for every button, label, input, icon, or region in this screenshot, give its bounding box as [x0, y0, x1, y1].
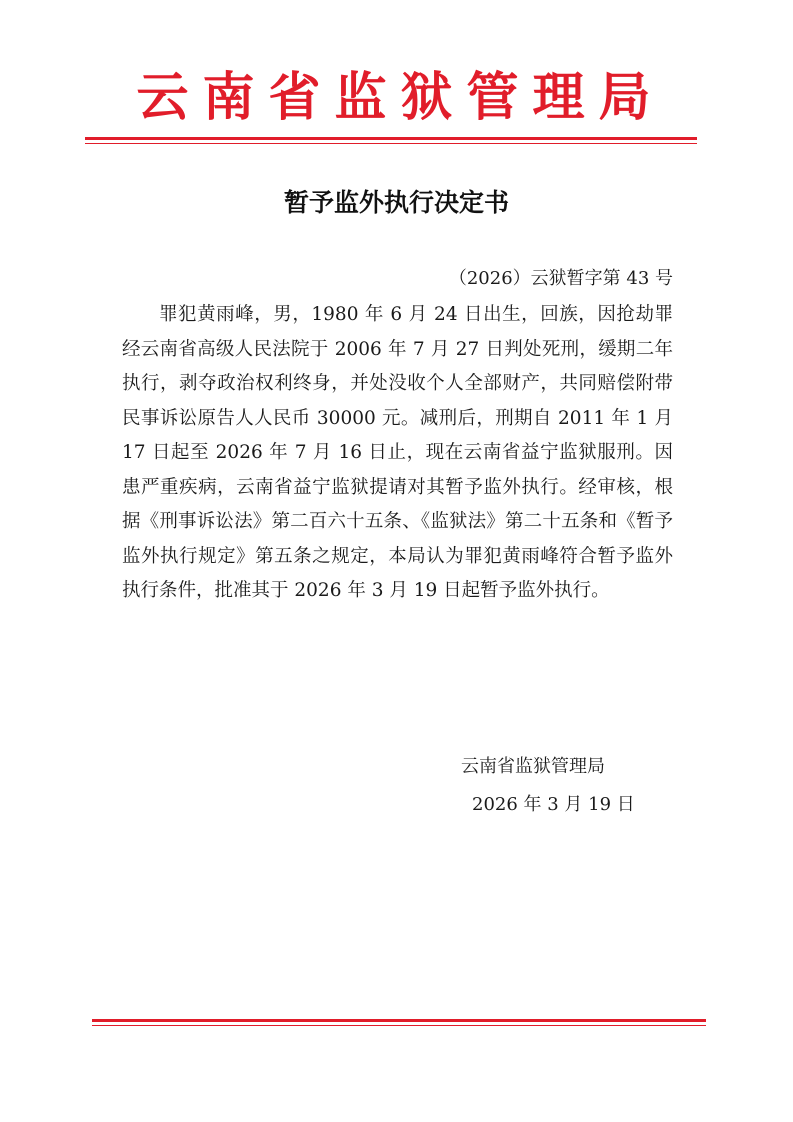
- footer-red-rule-thin: [92, 1025, 706, 1026]
- document-body: 罪犯黄雨峰，男，1980 年 6 月 24 日出生，回族，因抢劫罪经云南省高级人民法院于 2006 年 7 月 27 日判处死刑，缓期二年执行，剥夺政治权利终身，并处没收个人全部财产，共同赔偿附带民事诉讼原告人人民币 30000 元。减刑后，刑期自 2011 年 1 月 17 日起至 2026 年 7 月 16 日止，现在云南省益宁监狱服刑。因患严重疾病，云南省益宁监狱提请对其暂予监外执行。经审核，根据《刑事诉讼法》第二百六十五条、《监狱法》第二十五条和《暂予监外执行规定》第五条之规定，本局认为罪犯黄雨峰符合暂予监外执行条件，批准其于 2026 年 3 月 19 日起暂予监外执行。: [122, 304, 673, 601]
- header-red-rule-thin: [85, 143, 697, 144]
- issuing-authority-header: 云南省监狱管理局: [136, 68, 665, 128]
- header-red-rule-thick: [85, 137, 697, 140]
- document-number: （2026）云狱暂字第 43 号: [448, 268, 673, 289]
- signature-date: 2026 年 3 月 19 日: [472, 794, 635, 815]
- signature-block: [440, 748, 660, 824]
- signature-organization: 云南省监狱管理局: [461, 756, 605, 777]
- footer-red-rule-thick: [92, 1019, 706, 1022]
- document-title: 暂予监外执行决定书: [283, 188, 509, 217]
